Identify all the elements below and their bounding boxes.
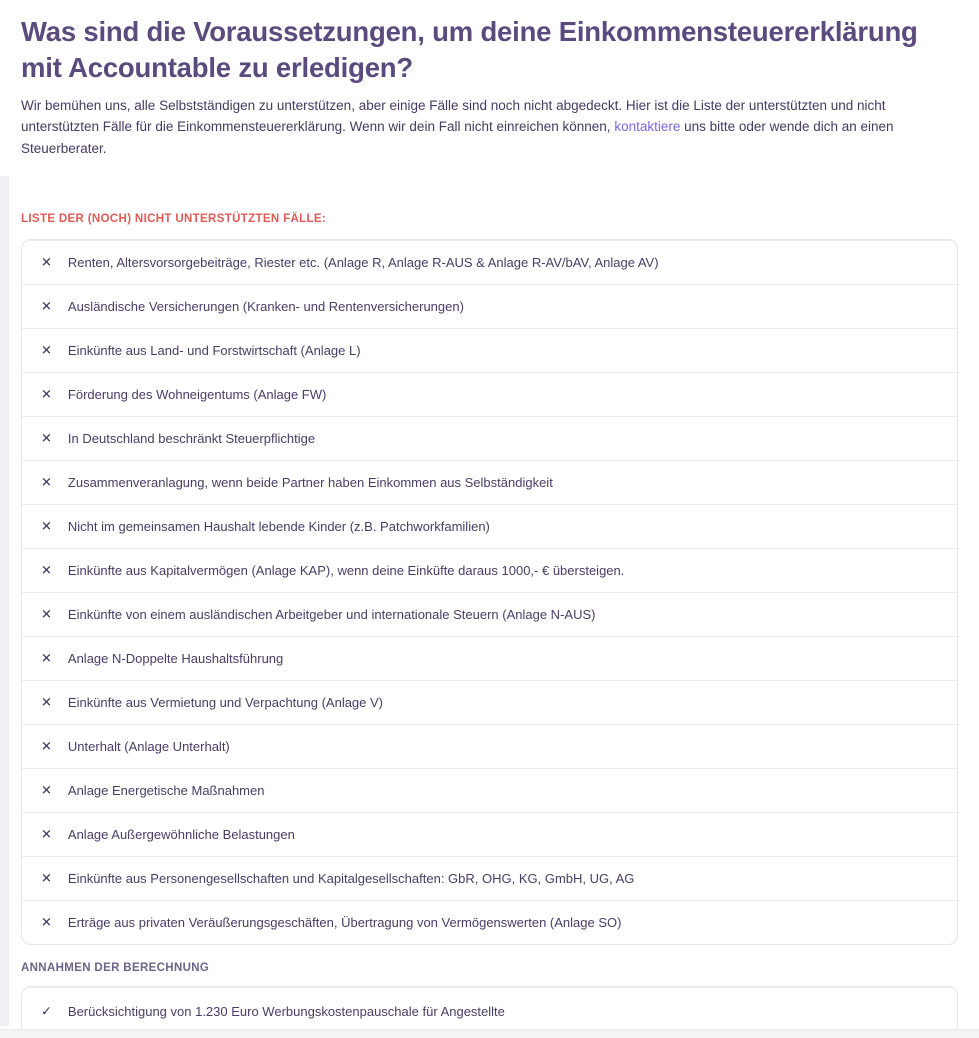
unsupported-case-row [22, 328, 957, 372]
unsupported-case-row [22, 900, 957, 944]
cross-icon: ✕ [41, 782, 52, 798]
unsupported-case-row [22, 416, 957, 460]
unsupported-case-text: Nicht im gemeinsamen Haushalt lebende Kinder (z.B. Patchworkfamilien) [67, 519, 490, 535]
unsupported-case-row [22, 812, 957, 856]
unsupported-case-text: In Deutschland beschränkt Steuerpflichtige [67, 431, 316, 447]
unsupported-case-text: Renten, Altersvorsorgebeiträge, Riester etc. (Anlage R, Anlage R-AUS & Anlage R-AV/bAV, Anlage AV) [67, 255, 659, 271]
unsupported-case-text: Anlage Außergewöhnliche Belastungen [67, 827, 295, 843]
cross-icon: ✕ [41, 870, 52, 886]
unsupported-case-row [22, 768, 957, 812]
cross-icon: ✕ [41, 518, 52, 534]
unsupported-case-text: Erträge aus privaten Veräußerungsgeschäften, Übertragung von Vermögenswerten (Anlage SO) [67, 915, 622, 931]
unsupported-case-text: Einkünfte aus Vermietung und Verpachtung (Anlage V) [67, 695, 384, 711]
cross-icon: ✕ [41, 342, 52, 358]
cross-icon: ✕ [41, 694, 52, 710]
unsupported-case-text: Unterhalt (Anlage Unterhalt) [67, 739, 230, 755]
unsupported-case-text: Zusammenveranlagung, wenn beide Partner haben Einkommen aus Selbständigkeit [67, 475, 553, 491]
page-background-edge [0, 176, 9, 1026]
unsupported-case-row [22, 284, 957, 328]
unsupported-case-text: Einkünfte von einem ausländischen Arbeitgeber und internationale Steuern (Anlage N-AUS) [67, 607, 596, 623]
page-title: Was sind die Voraussetzungen, um deine Einkommensteuererklärung mit Accountable zu erledigen? [21, 16, 918, 83]
cross-icon: ✕ [41, 914, 52, 930]
unsupported-case-text: Einkünfte aus Kapitalvermögen (Anlage KAP), wenn deine Einküfte daraus 1000,- € übersteigen. [67, 563, 625, 579]
cross-icon: ✕ [41, 826, 52, 842]
cross-icon: ✕ [41, 738, 52, 754]
assumptions-label: ANNAHMEN DER BERECHNUNG [21, 962, 210, 975]
unsupported-case-row [22, 592, 957, 636]
unsupported-case-row [22, 724, 957, 768]
cross-icon: ✕ [41, 254, 52, 270]
intro-paragraph [21, 95, 958, 161]
unsupported-case-row [22, 240, 957, 284]
unsupported-case-text: Anlage Energetische Maßnahmen [67, 783, 265, 799]
unsupported-case-row [22, 372, 957, 416]
cross-icon: ✕ [41, 298, 52, 314]
footer-edge [0, 1029, 979, 1038]
assumption-row [22, 987, 957, 1034]
unsupported-case-row [22, 636, 957, 680]
cross-icon: ✕ [41, 430, 52, 446]
unsupported-case-text: Ausländische Versicherungen (Kranken- und Rentenversicherungen) [67, 299, 464, 315]
cross-icon: ✕ [41, 650, 52, 666]
assumptions-list [21, 986, 958, 1035]
intro-text-after-link: uns bitte oder wende dich an einen Steuerberater. [21, 119, 894, 157]
unsupported-case-row [22, 504, 957, 548]
unsupported-case-row [22, 548, 957, 592]
unsupported-case-text: Einkünfte aus Personengesellschaften und Kapitalgesellschaften: GbR, OHG, KG, GmbH, UG, AG [67, 871, 635, 887]
unsupported-cases-list [21, 239, 958, 945]
intro-text-before-link: Wir bemühen uns, alle Selbstständigen zu unterstützen, aber einige Fälle sind noch nicht abgedeckt. Hier ist die Liste der unterstützten und nicht unterstützten Fälle für die Einkommensteuererklärung. Wenn wir dein Fall nicht einreichen können, [21, 97, 886, 135]
cross-icon: ✕ [41, 474, 52, 490]
unsupported-case-text: Einkünfte aus Land- und Forstwirtschaft (Anlage L) [67, 343, 361, 359]
main-content [0, 14, 979, 1035]
unsupported-case-text: Anlage N-Doppelte Haushaltsführung [67, 651, 284, 667]
contact-link[interactable]: kontaktiere [614, 119, 681, 135]
cross-icon: ✕ [41, 562, 52, 578]
unsupported-case-row [22, 856, 957, 900]
unsupported-case-text: Förderung des Wohneigentums (Anlage FW) [67, 387, 327, 403]
unsupported-case-row [22, 680, 957, 724]
unsupported-case-row [22, 460, 957, 504]
cross-icon: ✕ [41, 606, 52, 622]
cross-icon: ✕ [41, 386, 52, 402]
check-icon: ✓ [41, 1003, 52, 1019]
assumption-text: Berücksichtigung von 1.230 Euro Werbungskostenpauschale für Angestellte [67, 1003, 505, 1019]
unsupported-cases-label: LISTE DER (NOCH) NICHT UNTERSTÜTZTEN FÄLLE: [21, 213, 327, 226]
